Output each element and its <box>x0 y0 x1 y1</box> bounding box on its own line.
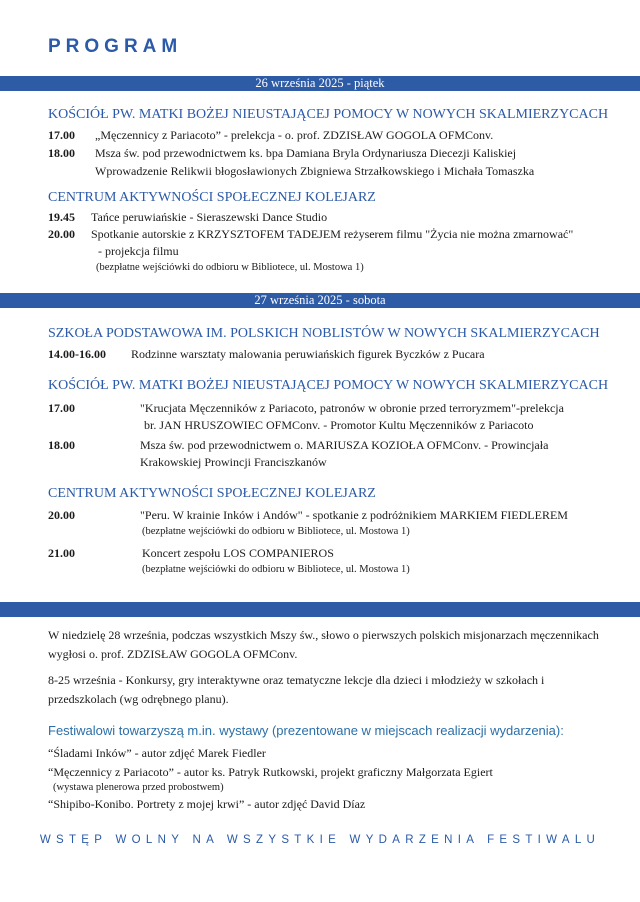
event-description-continued: Wprowadzenie Relikwii błogosławionych Zbigniewa Strzałkowskiego i Michała Tomaszka <box>95 164 535 178</box>
sunday-info-paragraph: W niedzielę 28 września, podczas wszystkich Mszy św., słowo o pierwszych polskich misjonarzach męczennikach wygłosi o. prof. ZDZISŁAW GOGOLA OFMConv. <box>48 628 599 661</box>
day2-header-band: 27 września 2025 - sobota <box>0 293 640 308</box>
event-description: Msza św. pod przewodnictwem ks. bpa Damiana Bryla Ordynariusza Diecezji Kaliskiej <box>95 146 517 160</box>
event-description: „Męczennicy z Pariacoto” - prelekcja - o. prof. ZDZISŁAW GOGOLA OFMConv. <box>95 128 494 142</box>
section-divider-band <box>0 602 640 617</box>
exhibition-item: “Shipibo-Konibo. Portrety z mojej krwi” - autor zdjęć David Díaz <box>48 797 366 811</box>
contests-info-paragraph: 8-25 września - Konkursy, gry interaktywne oraz tematyczne lekcje dla dzieci i młodzieży w szkołach i przedszkolach (wg odrębnego planu). <box>48 673 545 706</box>
event-description-continued: - projekcja filmu <box>98 244 179 258</box>
event-description: "Krucjata Męczenników z Pariacoto, patronów w obronie przed terroryzmem"-prelekcja <box>140 401 564 415</box>
event-time: 18.00 <box>48 146 75 160</box>
event-description: Rodzinne warsztaty malowania peruwiańskich figurek Byczków z Pucara <box>131 347 485 361</box>
event-time: 14.00-16.00 <box>48 347 106 361</box>
day2-venue-kolejarz: CENTRUM AKTYWNOŚCI SPOŁECZNEJ KOLEJARZ <box>48 486 376 501</box>
event-time: 21.00 <box>48 546 75 560</box>
event-description: Spotkanie autorskie z KRZYSZTOFEM TADEJEM reżyserem filmu "Życia nie można zmarnować" <box>91 227 574 241</box>
event-description: Tańce peruwiańskie - Sieraszewski Dance Studio <box>91 210 328 224</box>
exhibition-item: “Męczennicy z Pariacoto” - autor ks. Patryk Rutkowski, projekt graficzny Małgorzata Egiert <box>48 765 493 779</box>
event-description: Koncert zespołu LOS COMPANIEROS <box>142 546 334 560</box>
ticket-note: (bezpłatne wejściówki do odbioru w Bibliotece, ul. Mostowa 1) <box>96 262 364 273</box>
event-description-continued: br. JAN HRUSZOWIEC OFMConv. - Promotor Kultu Męczenników z Pariacoto <box>144 418 534 432</box>
exhibitions-heading: Festiwalowi towarzyszą m.in. wystawy (prezentowane w miejscach realizacji wydarzenia): <box>48 723 564 738</box>
exhibition-item: “Śladami Inków” - autor zdjęć Marek Fiedler <box>48 746 266 760</box>
event-description-continued: Krakowskiej Prowincji Franciszkanów <box>140 455 327 469</box>
event-time: 17.00 <box>48 401 75 415</box>
ticket-note: (bezpłatne wejściówki do odbioru w Bibliotece, ul. Mostowa 1) <box>142 564 410 575</box>
exhibition-note: (wystawa plenerowa przed probostwem) <box>53 782 224 793</box>
event-time: 18.00 <box>48 438 75 452</box>
day2-venue-school: SZKOŁA PODSTAWOWA IM. POLSKICH NOBLISTÓW W NOWYCH SKALMIERZYCACH <box>48 326 600 341</box>
event-description: Msza św. pod przewodnictwem o. MARIUSZA KOZIOŁA OFMConv. - Prowincjała <box>140 438 549 452</box>
event-time: 19.45 <box>48 210 75 224</box>
event-time: 20.00 <box>48 227 75 241</box>
day1-header-band: 26 września 2025 - piątek <box>0 76 640 91</box>
event-description: "Peru. W krainie Inków i Andów" - spotkanie z podróżnikiem MARKIEM FIEDLEREM <box>140 508 568 522</box>
day1-venue-kolejarz: CENTRUM AKTYWNOŚCI SPOŁECZNEJ KOLEJARZ <box>48 190 376 205</box>
day2-venue-church: KOŚCIÓŁ PW. MATKI BOŻEJ NIEUSTAJĄCEJ POMOCY W NOWYCH SKALMIERZYCACH <box>48 378 609 393</box>
page-title: PROGRAM <box>48 36 183 57</box>
ticket-note: (bezpłatne wejściówki do odbioru w Bibliotece, ul. Mostowa 1) <box>142 526 410 537</box>
day1-venue-church: KOŚCIÓŁ PW. MATKI BOŻEJ NIEUSTAJĄCEJ POMOCY W NOWYCH SKALMIERZYCACH <box>48 107 609 122</box>
event-time: 17.00 <box>48 128 75 142</box>
free-entry-footer: WSTĘP WOLNY NA WSZYSTKIE WYDARZENIA FESTIWALU <box>39 834 601 846</box>
event-time: 20.00 <box>48 508 75 522</box>
